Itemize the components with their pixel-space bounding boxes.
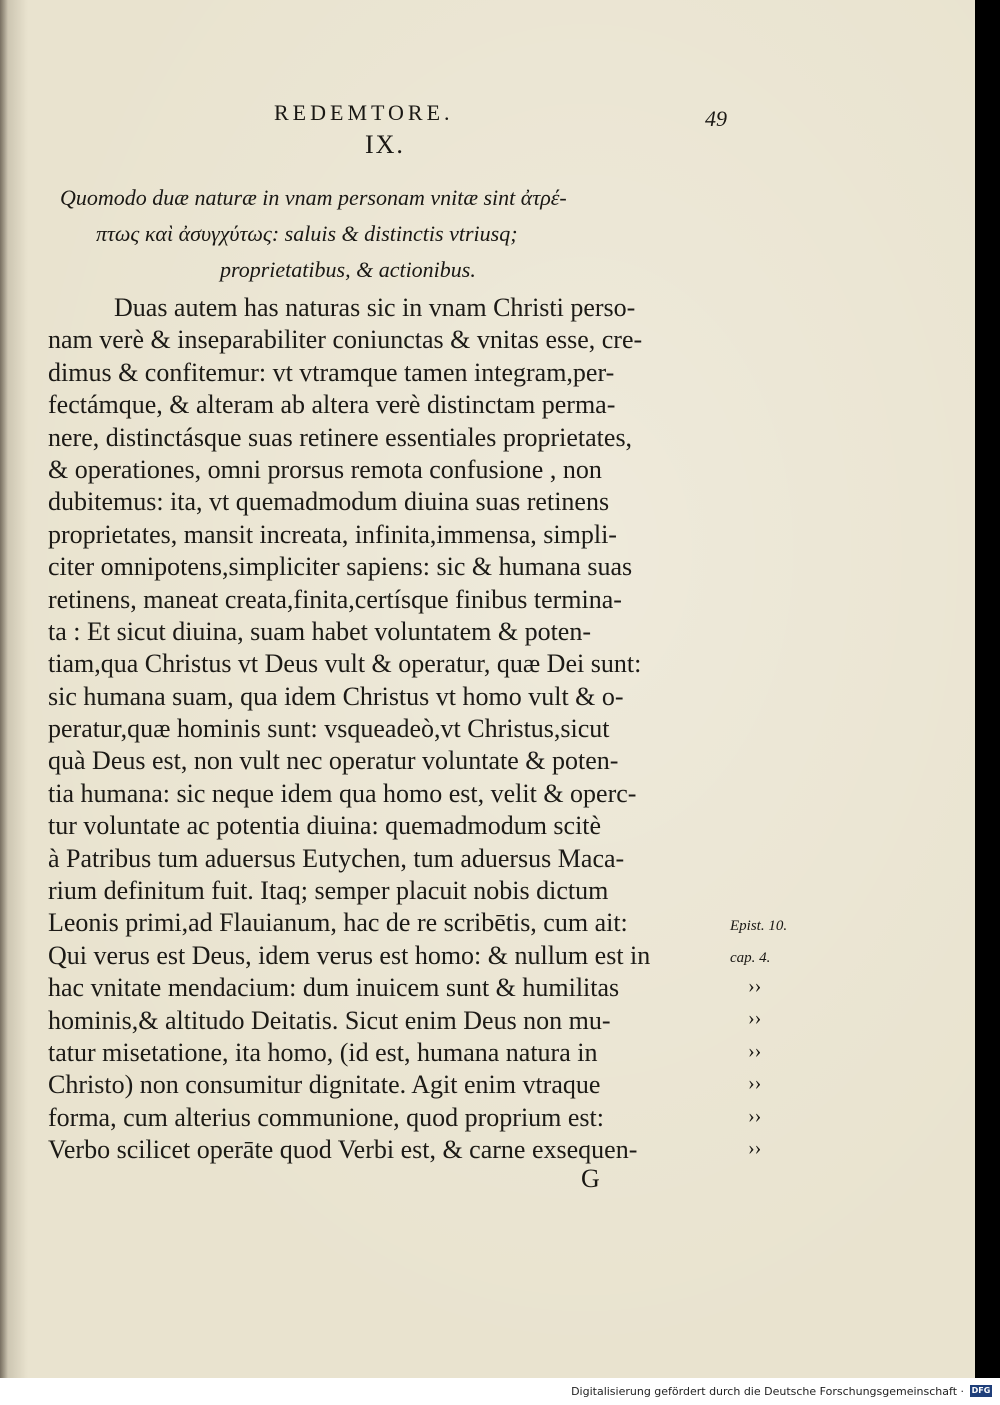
running-head: REDEMTORE. xyxy=(274,100,454,125)
quote-mark: ›› xyxy=(748,975,762,997)
text-line: retinens, maneat creata,finita,certísque finibus termina- xyxy=(48,584,622,614)
text-line: fectámque, & alteram ab altera verè distinctam perma- xyxy=(48,390,616,420)
marginal-note-line: cap. 4. xyxy=(730,950,771,967)
text-line: tur voluntate ac potentia diuina: quemadmodum scitè xyxy=(48,811,602,841)
text-line: Christo) non consumitur dignitate. Agit enim vtraque xyxy=(48,1070,601,1100)
text-line: proprietates, mansit increata, infinita,immensa, simpli- xyxy=(48,519,617,549)
marginal-note-line: Epist. 10. xyxy=(730,918,788,934)
text-line: forma, cum alterius communione, quod proprium est: xyxy=(48,1102,604,1132)
chapter-title xyxy=(60,180,720,288)
text-line: Duas autem has naturas sic in vnam Christi perso- xyxy=(114,293,636,322)
text-line: hominis,& altitudo Deitatis. Sicut enim Deus non mu- xyxy=(48,1005,611,1035)
dfg-logo: DFG xyxy=(971,1386,991,1395)
text-line: ta : Et sicut diuina, suam habet voluntatem & poten- xyxy=(48,616,591,646)
quote-mark: ›› xyxy=(748,1039,762,1062)
chapter-title-line: πτως καὶ ἀσυγχύτως: saluis & distinctis vtriusq; xyxy=(96,221,518,246)
chapter-title-line: proprietatibus, & actionibus. xyxy=(220,257,476,282)
footer-bar xyxy=(0,1378,1000,1405)
chapter-title-line: Quomodo duæ naturæ in vnam personam vnitæ sint ἀτρέ- xyxy=(60,185,567,210)
text-line: Verbo scilicet operāte quod Verbi est, & carne exsequen- xyxy=(48,1135,638,1165)
text-line: dimus & confitemur: vt vtramque tamen integram,per- xyxy=(48,357,615,387)
text-line: Leonis primi,ad Flauianum, hac de re scribētis, cum ait: xyxy=(48,908,628,938)
text-line: tiam,qua Christus vt Deus vult & operatur, quæ Dei sunt: xyxy=(48,649,642,679)
text-line: dubitemus: ita, vt quemadmodum diuina suas retinens xyxy=(48,487,610,517)
text-line: tia humana: sic neque idem qua homo est, velit & operc- xyxy=(48,778,637,808)
folio-number: 49 xyxy=(705,106,727,131)
spine-shadow xyxy=(0,0,8,1378)
page-header xyxy=(0,100,975,140)
body-text xyxy=(48,292,738,1167)
text-line: hac vnitate mendacium: dum inuicem sunt & humilitas xyxy=(48,973,620,1003)
text-line: & operationes, omni prorsus remota confusione , non xyxy=(48,454,602,484)
text-line: sic humana suam, qua idem Christus vt homo vult & o- xyxy=(48,681,624,711)
text-line: nere, distinctásque suas retinere essentiales proprietates, xyxy=(48,422,633,452)
text-line: nam verè & inseparabiliter coniunctas & vnitas esse, cre- xyxy=(48,325,643,355)
text-line: quà Deus est, non vult nec operatur voluntate & poten- xyxy=(48,746,619,776)
text-line: tatur misetatione, ita homo, (id est, humana natura in xyxy=(48,1037,598,1067)
signature-mark: G xyxy=(581,1164,600,1193)
text-line: à Patribus tum aduersus Eutychen, tum aduersus Maca- xyxy=(48,843,625,873)
quote-mark: ›› xyxy=(748,1136,762,1159)
quotation-marks xyxy=(748,970,761,1164)
marginal-note xyxy=(730,910,787,975)
text-line: peratur,quæ hominis sunt: vsqueadeò,vt Christus,sicut xyxy=(48,714,610,744)
quote-mark: ›› xyxy=(748,1007,762,1030)
quote-mark: ›› xyxy=(748,1072,762,1095)
footer-credit: Digitalisierung gefördert durch die Deutsche Forschungsgemeinschaft · xyxy=(571,1385,964,1398)
text-line: rium definitum fuit. Itaq; semper placuit nobis dictum xyxy=(48,876,609,906)
text-line: Qui verus est Deus, idem verus est homo: & nullum est in xyxy=(48,940,651,970)
chapter-number: IX. xyxy=(365,130,405,159)
quote-mark: ›› xyxy=(748,1104,762,1127)
text-line: citer omnipotens,simpliciter sapiens: sic & humana suas xyxy=(48,552,633,582)
